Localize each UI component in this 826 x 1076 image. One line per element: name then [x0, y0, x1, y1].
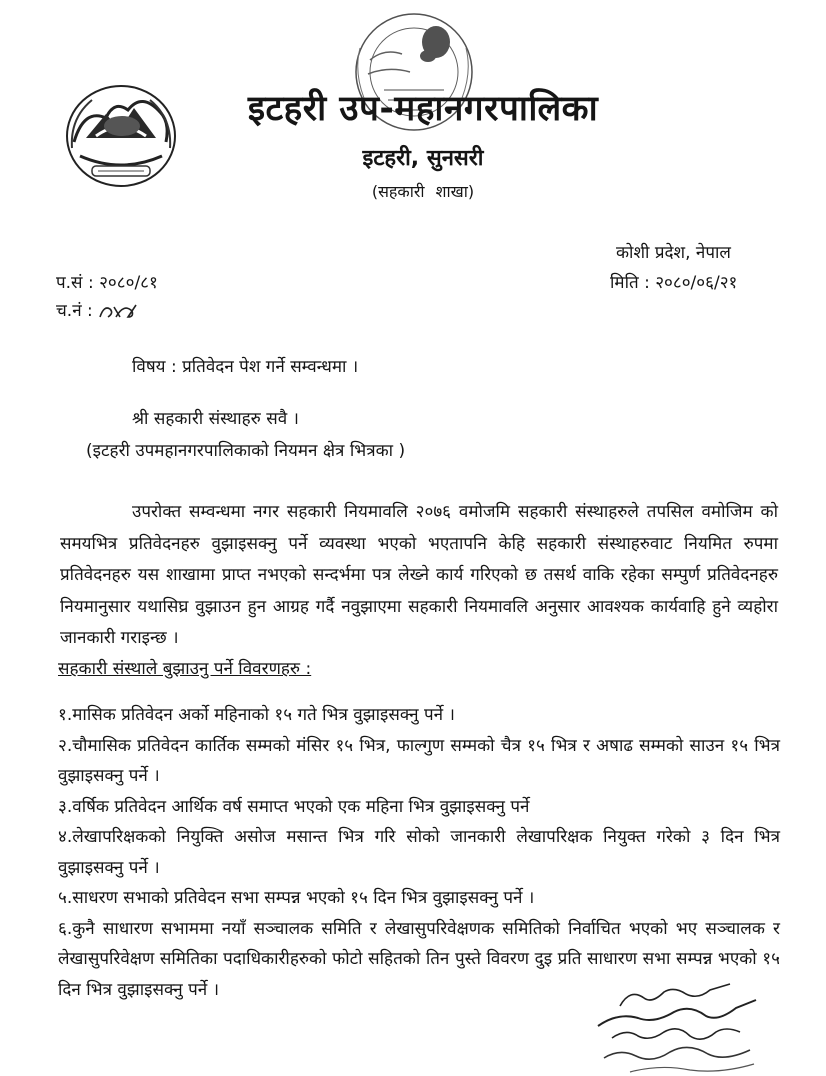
organization-title: इटहरी उप-महानगरपालिका	[247, 89, 599, 129]
section-heading: सहकारी संस्थाले बुझाउनु पर्ने विवरणहरु :	[58, 659, 312, 679]
list-item: १.मासिक प्रतिवेदन अर्को महिनाको १५ गते भित्र वुझाइसक्नु पर्ने ।	[58, 705, 455, 725]
dispatch-number	[56, 298, 138, 321]
letter-number: प.सं : २०८०/८१	[56, 273, 158, 293]
list-item: ६.कुनै साधारण सभाममा नयाँ सञ्चालक समिति र लेखासुपरिवेक्षणक समितिको निर्वाचित भएको भए सञ्चालक र लेखासुपरिवेक्षण समितिका पदाधिकारीहरुको फोटो सहितको तिन पुस्ते विवरण दुइ प्रति साधारण सभा सम्पन्न भएको १५ दिन भित्र वुझाइसक्नु पर्ने ।	[58, 918, 780, 1000]
addressee-line: श्री सहकारी संस्थाहरु सवै ।	[132, 409, 299, 429]
list-item: ४.लेखापरिक्षकको नियुक्ति असोज मसान्त भित्र गरि सोको जानकारी लेखापरिक्षक नियुक्त गरेको ३ दिन भित्र वुझाइसक्नु पर्ने ।	[58, 827, 780, 878]
organization-location: इटहरी, सुनसरी	[362, 146, 484, 171]
handwritten-signature-icon	[590, 978, 760, 1076]
requirements-list	[58, 700, 780, 1005]
subject-line: विषय : प्रतिवेदन पेश गर्ने सम्वन्धमा ।	[132, 357, 359, 377]
addressee-note: (इटहरी उपमहानगरपालिकाको नियमन क्षेत्र भित्रका )	[86, 441, 406, 461]
province: कोशी प्रदेश, नेपाल	[616, 243, 731, 263]
list-item: ३.वर्षिक प्रतिवेदन आर्थिक वर्ष समाप्त भएको एक महिना भित्र वुझाइसक्नु पर्ने	[58, 796, 530, 817]
dispatch-label: च.नं :	[56, 301, 93, 321]
list-item: ५.साधरण सभाको प्रतिवेदन सभा सम्पन्न भएको १५ दिन भित्र वुझाइसक्नु पर्ने ।	[58, 888, 535, 908]
body-paragraph: उपरोक्त सम्वन्धमा नगर सहकारी नियमावलि २०७६ वमोजमि सहकारी संस्थाहरुले तपसिल वमोजिम को समयभित्र प्रतिवेदनहरु वुझाइसक्नु पर्ने व्यवस्था भएको भएतापनि केहि सहकारी संस्थाहरुवाट नियमित रुपमा प्रतिवेदनहरु यस शाखामा प्राप्त नभएको सन्दर्भमा पत्र लेख्ने कार्य गरिएको छ तसर्थ वाकि रहेका सम्पुर्ण प्रतिवेदनहरु नियमानुसार यथासिघ्र वुझाउन हुन आग्रह गर्दै नवुझाएमा सहकारी नियमावलि अनुसार आवश्यक कार्यवाहि हुने व्यहोरा जानकारी गराइन्छ ।	[60, 502, 778, 648]
organization-branch: (सहकारी शाखा)	[371, 182, 475, 201]
handwritten-dispatch-number-icon	[98, 301, 138, 321]
letter-date: मिति : २०८०/०६/२१	[610, 273, 738, 293]
list-item: २.चौमासिक प्रतिवेदन कार्तिक सम्मको मंसिर १५ भित्र, फाल्गुण सम्मको चैत्र १५ भित्र र अषाढ सम्मको साउन १५ भित्र वुझाइसक्नु पर्ने ।	[58, 735, 780, 786]
